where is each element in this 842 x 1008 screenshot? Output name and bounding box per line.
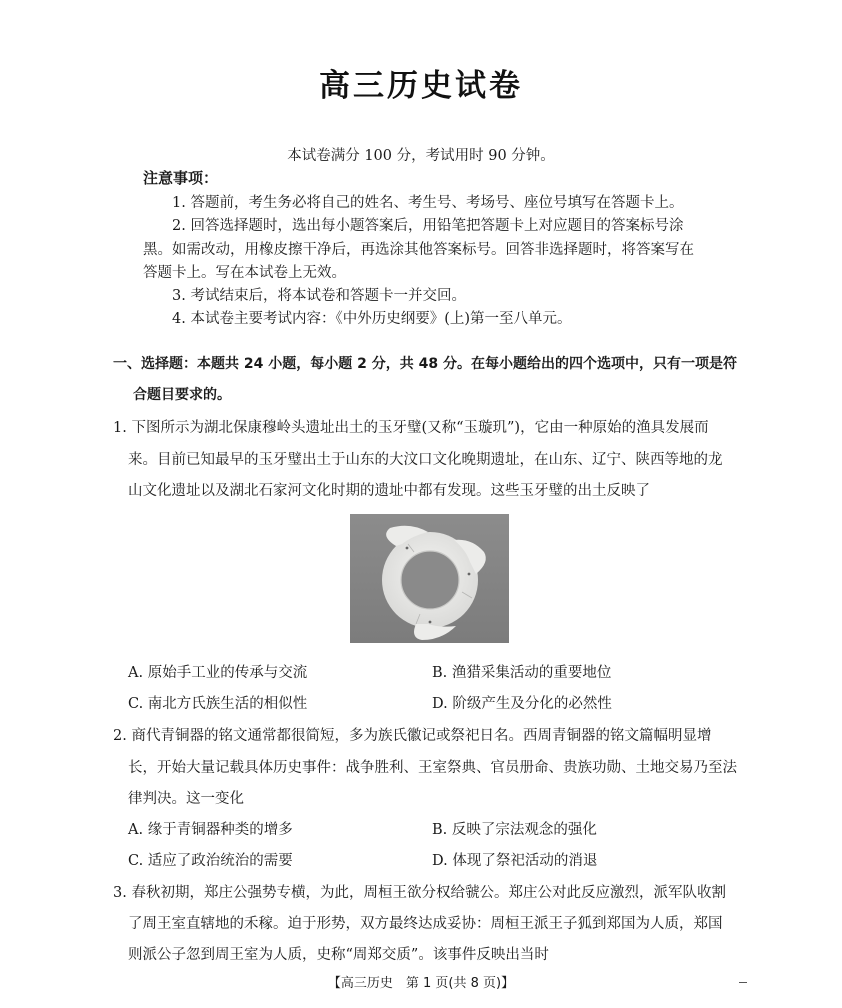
jade-yabi-disc-figure xyxy=(350,514,509,643)
q1-option-c: C. 南北方氏族生活的相似性 xyxy=(128,696,308,712)
corner-mark xyxy=(739,982,747,983)
note-line-3: 黑。如需改动，用橡皮擦干净后，再选涂其他答案标号。回答非选择题时，将答案写在 xyxy=(143,242,694,258)
q2-option-a: A. 缘于青铜器种类的增多 xyxy=(128,822,293,838)
q3-line-3: 则派公子忽到周王室为人质，史称“周郑交质”。该事件反映出当时 xyxy=(128,947,549,963)
note-line-5: 3. 考试结束后，将本试卷和答题卡一并交回。 xyxy=(172,288,466,304)
q2-option-d: D. 体现了祭祀活动的消退 xyxy=(432,853,598,869)
q2-line-3: 律判决。这一变化 xyxy=(128,791,244,807)
q2-line-1: 2. 商代青铜器的铭文通常都很简短，多为族氏徽记或祭祀日名。西周青铜器的铭文篇幅明显增 xyxy=(113,728,712,744)
jade-yabi-disc-icon xyxy=(350,514,509,643)
q1-option-b: B. 渔猎采集活动的重要地位 xyxy=(432,665,612,681)
note-line-1: 1. 答题前，考生务必将自己的姓名、考生号、考场号、座位号填写在答题卡上。 xyxy=(172,195,684,211)
q3-line-2: 了周王室直辖地的禾稼。迫于形势，双方最终达成妥协：周桓王派王子狐到郑国为人质，郑国 xyxy=(128,916,723,932)
q2-line-2: 长，开始大量记载具体历史事件：战争胜利、王室祭典、官员册命、贵族功勋、土地交易乃至法 xyxy=(128,760,737,776)
q1-option-d: D. 阶级产生及分化的必然性 xyxy=(432,696,612,712)
exam-subtitle: 本试卷满分 100 分，考试用时 90 分钟。 xyxy=(287,148,555,164)
q2-option-b: B. 反映了宗法观念的强化 xyxy=(432,822,597,838)
section-header-cont: 合题目要求的。 xyxy=(133,387,231,403)
q1-line-3: 山文化遗址以及湖北石家河文化时期的遗址中都有发现。这些玉牙璧的出土反映了 xyxy=(128,483,650,499)
q3-line-1: 3. 春秋初期，郑庄公强势专横，为此，周桓王欲分权给虢公。郑庄公对此反应激烈，派军队收割 xyxy=(113,885,726,901)
q1-option-a: A. 原始手工业的传承与交流 xyxy=(128,665,308,681)
page-footer: 【高三历史 第 1 页(共 8 页)】 xyxy=(327,976,515,991)
section-header: 一、选择题：本题共 24 小题，每小题 2 分，共 48 分。在每小题给出的四个选项中，只有一项是符 xyxy=(113,356,737,372)
note-line-2: 2. 回答选择题时，选出每小题答案后，用铅笔把答题卡上对应题目的答案标号涂 xyxy=(172,218,684,234)
note-line-6: 4. 本试卷主要考试内容：《中外历史纲要》(上)第一至八单元。 xyxy=(172,311,572,327)
note-line-4: 答题卡上。写在本试卷上无效。 xyxy=(143,265,346,281)
q1-line-2: 来。目前已知最早的玉牙璧出土于山东的大汶口文化晚期遗址，在山东、辽宁、陕西等地的龙 xyxy=(128,452,723,468)
page-title: 高三历史试卷 xyxy=(319,68,523,104)
q1-line-1: 1. 下图所示为湖北保康穆岭头遗址出土的玉牙璧(又称“玉璇玑”)，它由一种原始的渔具发展而 xyxy=(113,420,709,436)
q2-option-c: C. 适应了政治统治的需要 xyxy=(128,853,293,869)
notes-heading: 注意事项： xyxy=(143,169,219,187)
